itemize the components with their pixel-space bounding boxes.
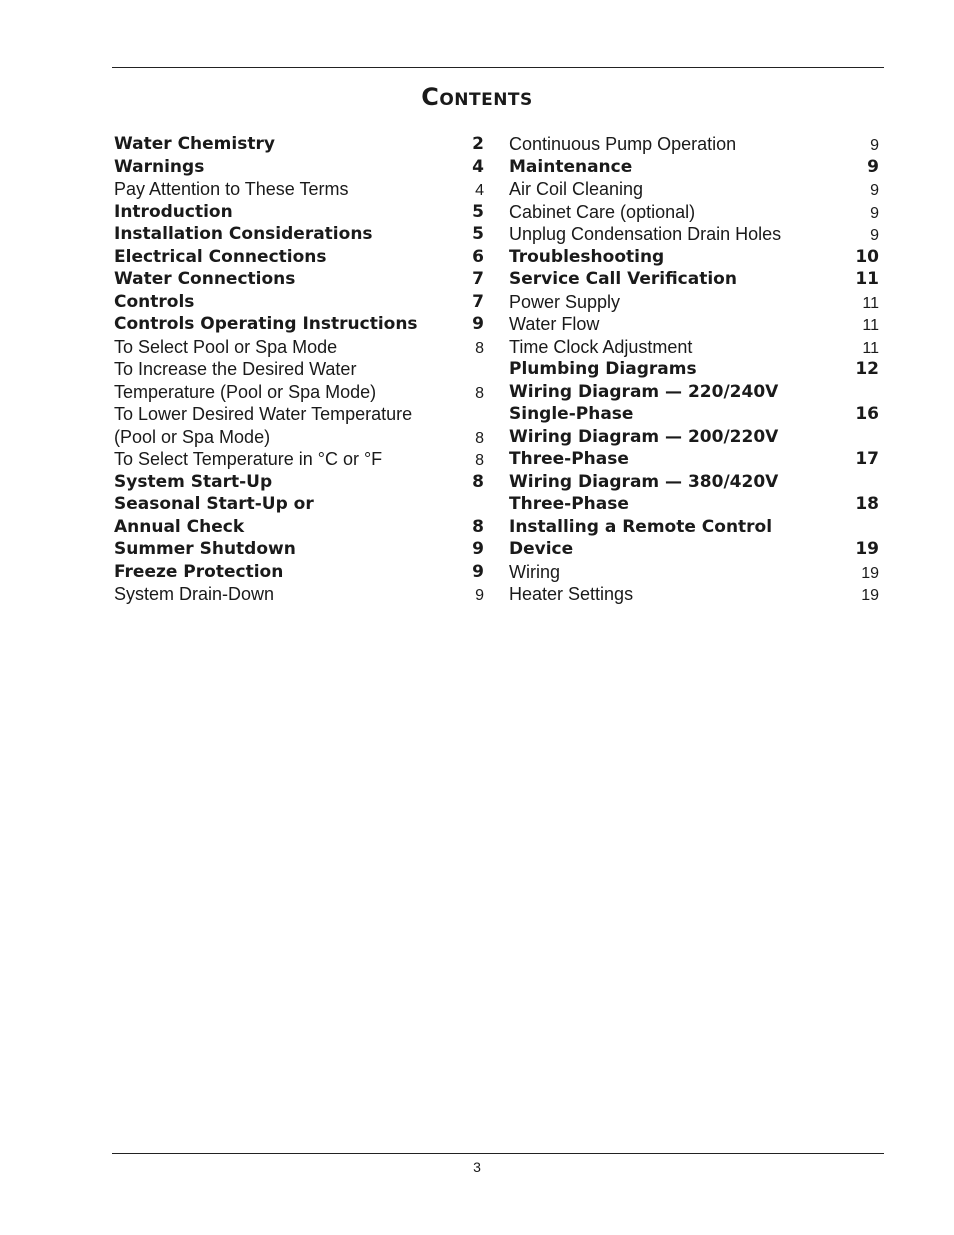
toc-entry[interactable]: [114, 156, 484, 179]
toc-entry[interactable]: [509, 223, 879, 246]
toc-entry-page: 11: [862, 294, 879, 312]
toc-entry-page: 12: [855, 359, 879, 379]
toc-entry-title: Freeze Protection: [114, 561, 284, 582]
toc-entry-title: Wiring: [509, 561, 561, 582]
toc-entry[interactable]: [509, 246, 879, 269]
toc-entry[interactable]: [509, 178, 879, 201]
toc-entry[interactable]: [114, 291, 484, 314]
bottom-rule: [112, 1153, 884, 1154]
toc-entry-page: 4: [475, 182, 484, 199]
toc-left-column: [114, 133, 484, 606]
toc-entry-page: 2: [472, 134, 484, 154]
toc-entry[interactable]: [114, 426, 484, 449]
page-title: Contents: [421, 83, 533, 111]
toc-entry-title: Unplug Condensation Drain Holes: [509, 224, 782, 244]
toc-entry-page: 8: [475, 339, 484, 357]
toc-entry[interactable]: [509, 448, 879, 471]
toc-entry[interactable]: [114, 313, 484, 336]
toc-entry-title: Water Chemistry: [114, 134, 275, 154]
toc-entry-title: Continuous Pump Operation: [509, 134, 737, 154]
toc-entry[interactable]: [114, 358, 484, 381]
toc-entry[interactable]: [509, 493, 879, 516]
toc-entry-page: 11: [862, 317, 879, 334]
toc-entry-title: Water Connections: [114, 269, 296, 289]
toc-entry[interactable]: [509, 561, 879, 584]
toc-entry-title: Installation Considerations: [114, 224, 373, 244]
toc-entry[interactable]: [509, 381, 879, 404]
top-rule: [112, 67, 884, 68]
toc-entry[interactable]: [509, 538, 879, 561]
toc-entry-title: Wiring Diagram — 380/420V: [509, 471, 779, 492]
toc-entry[interactable]: [114, 403, 484, 426]
toc-entry-page: 8: [472, 471, 484, 492]
toc-entry[interactable]: [509, 313, 879, 336]
toc-entry-page: 9: [472, 561, 484, 582]
toc-entry-title: To Select Pool or Spa Mode: [114, 336, 338, 357]
toc-entry-page: 9: [870, 204, 879, 222]
toc-entry-title: Time Clock Adjustment: [509, 336, 693, 357]
toc-entry-page: 8: [472, 516, 484, 537]
toc-entry[interactable]: [509, 583, 879, 606]
toc-entry-title: To Select Temperature in °C or °F: [114, 449, 383, 469]
toc-entry[interactable]: [114, 336, 484, 359]
toc-entry-title: System Start-Up: [114, 471, 273, 492]
toc-entry-title: Wiring Diagram — 220/240V: [509, 381, 779, 402]
toc-entry[interactable]: [509, 201, 879, 224]
toc-entry-page: 7: [472, 291, 484, 312]
toc-entry-title: Power Supply: [509, 291, 621, 312]
toc-entry-page: 11: [855, 269, 879, 289]
toc-entry-page: 18: [855, 494, 879, 514]
toc-entry[interactable]: [114, 493, 484, 516]
toc-entry[interactable]: [114, 561, 484, 584]
toc-entry-title: To Increase the Desired Water: [114, 359, 357, 379]
toc-entry-title: Troubleshooting: [509, 246, 665, 267]
toc-entry-page: 8: [475, 429, 484, 447]
toc-entry[interactable]: [509, 291, 879, 314]
toc-entry[interactable]: [509, 358, 879, 381]
toc-entry-page: 17: [855, 449, 879, 469]
toc-entry-page: 9: [867, 156, 879, 177]
toc-entry-title: (Pool or Spa Mode): [114, 426, 271, 447]
toc-entry-title: Controls Operating Instructions: [114, 314, 418, 334]
toc-entry-page: 9: [870, 182, 879, 199]
toc-entry-page: 9: [870, 227, 879, 244]
toc-entry[interactable]: [509, 133, 879, 156]
toc-entry-title: Water Flow: [509, 314, 600, 334]
toc-entry-title: Service Call Verification: [509, 269, 737, 289]
toc-entry-title: Single-Phase: [509, 404, 634, 424]
toc-entry[interactable]: [114, 448, 484, 471]
toc-entry-page: 19: [861, 587, 879, 604]
toc-entry-page: 5: [472, 224, 484, 244]
page-number: 3: [473, 1159, 481, 1175]
toc-entry[interactable]: [509, 403, 879, 426]
toc-entry-page: 6: [472, 246, 484, 267]
toc-entry-page: 8: [475, 384, 484, 402]
toc-entry[interactable]: [114, 201, 484, 224]
toc-entry[interactable]: [114, 583, 484, 606]
toc-entry[interactable]: [114, 516, 484, 539]
toc-entry-title: Wiring Diagram — 200/220V: [509, 426, 779, 447]
toc-entry-page: 4: [472, 156, 484, 177]
toc-entry-title: Introduction: [114, 201, 233, 222]
toc-entry-title: Summer Shutdown: [114, 539, 296, 559]
toc-entry-title: Controls: [114, 291, 195, 312]
toc-entry[interactable]: [509, 268, 879, 291]
toc-entry[interactable]: [114, 223, 484, 246]
toc-entry[interactable]: [114, 538, 484, 561]
toc-entry-page: 16: [855, 404, 879, 424]
toc-entry-page: 11: [862, 339, 879, 357]
toc-entry[interactable]: [509, 426, 879, 449]
toc-entry-title: Annual Check: [114, 516, 245, 537]
toc-entry[interactable]: [114, 246, 484, 269]
toc-entry[interactable]: [114, 178, 484, 201]
toc-entry[interactable]: [509, 336, 879, 359]
toc-entry-title: Device: [509, 539, 574, 559]
toc-entry[interactable]: [114, 133, 484, 156]
toc-entry-title: System Drain-Down: [114, 584, 275, 604]
toc-entry-page: 9: [475, 587, 484, 604]
toc-entry-page: 9: [870, 137, 879, 154]
toc-entry[interactable]: [114, 381, 484, 404]
toc-entry-page: 19: [861, 564, 879, 582]
toc-entry-title: Seasonal Start-Up or: [114, 494, 314, 514]
toc-right-column: [509, 133, 879, 606]
toc-entry-title: Three-Phase: [509, 494, 629, 514]
toc-entry-page: 19: [855, 539, 879, 559]
toc-entry-title: Electrical Connections: [114, 246, 327, 267]
toc-entry-title: Air Coil Cleaning: [509, 179, 644, 199]
toc-entry-title: Heater Settings: [509, 584, 634, 604]
toc-entry[interactable]: [114, 471, 484, 494]
toc-entry-title: Maintenance: [509, 156, 633, 177]
toc-entry[interactable]: [509, 516, 879, 539]
toc-entry-title: Installing a Remote Control: [509, 516, 773, 537]
toc-entry-page: 8: [475, 452, 484, 469]
toc-entry[interactable]: [509, 471, 879, 494]
toc-entry-title: To Lower Desired Water Temperature: [114, 404, 413, 424]
toc-entry-title: Three-Phase: [509, 449, 629, 469]
toc-entry-page: 9: [472, 539, 484, 559]
toc-entry-page: 10: [855, 246, 879, 267]
toc-entry-page: 9: [472, 314, 484, 334]
toc-entry-page: 5: [472, 201, 484, 222]
toc-entry-page: 7: [472, 269, 484, 289]
toc-entry[interactable]: [114, 268, 484, 291]
toc-entry[interactable]: [509, 156, 879, 179]
toc-entry-title: Cabinet Care (optional): [509, 201, 696, 222]
toc-entry-title: Warnings: [114, 156, 205, 177]
toc-entry-title: Pay Attention to These Terms: [114, 179, 349, 199]
toc-entry-title: Temperature (Pool or Spa Mode): [114, 381, 377, 402]
toc-entry-title: Plumbing Diagrams: [509, 359, 697, 379]
